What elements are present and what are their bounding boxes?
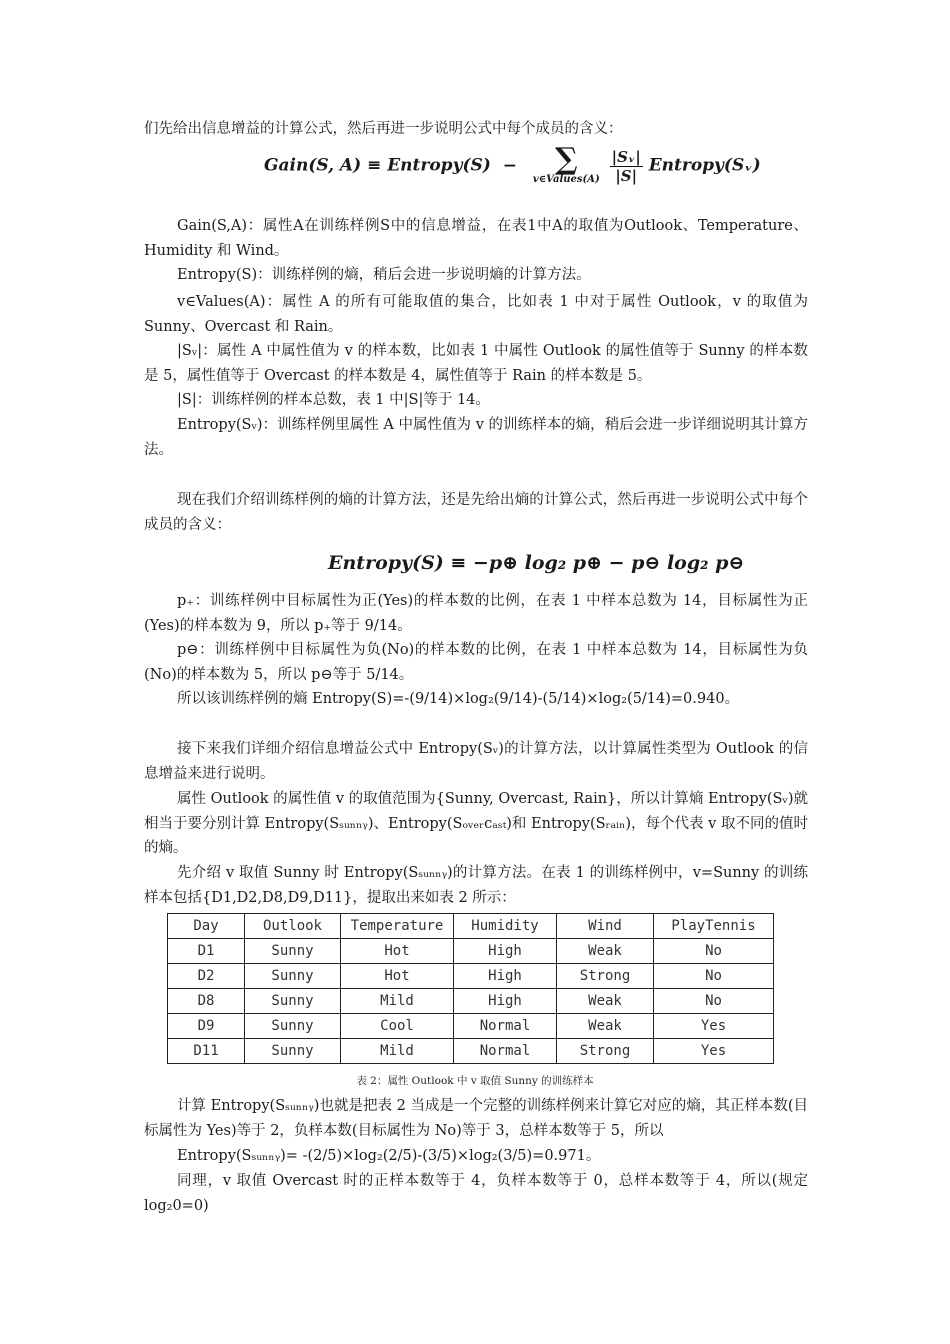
sv-definition: |Sᵥ|：属性 A 中属性值为 v 的样本数，比如表 1 中属性 Outlook 的属性值等于 Sunny 的样本数是 5，属性值等于 Overcast 的样本数是 4，属性值等于 Rain 的样本数是 5。 — [144, 343, 808, 384]
sunny-intro-paragraph: 先介绍 v 取值 Sunny 时 Entropy(Sₛᵤₙₙᵧ)的计算方法。在表 1 的训练样例中，v=Sunny 的训练样本包括{D1,D2,D8,D9,D11}，提取出来如表 2 所示： — [144, 865, 808, 906]
table-header-cell: Outlook — [245, 914, 341, 939]
summation: ∑ v∈Values(A) — [532, 142, 600, 185]
table-header-row — [168, 914, 774, 939]
gain-formula — [264, 142, 761, 186]
p-minus-definition: p⊖：训练样例中目标属性为负(No)的样本数的比例，在表 1 中样本总数为 14，目标属性为负(No)的样本数为 5，所以 p⊖等于 5/14。 — [144, 642, 808, 683]
table-cell: Weak — [557, 1014, 654, 1039]
gain-definition: Gain(S,A)：属性A在训练样例S中的信息增益，在表1中A的取值为Outlook、Temperature、Humidity 和 Wind。 — [144, 218, 808, 259]
gain-formula-minus: − — [502, 155, 517, 176]
table-row — [168, 989, 774, 1014]
sunny-samples-table — [167, 913, 774, 1064]
next-intro-paragraph: 接下来我们详细介绍信息增益公式中 Entropy(Sᵥ)的计算方法，以计算属性类型为 Outlook 的信息增益来进行说明。 — [144, 741, 808, 782]
table-cell: High — [454, 989, 557, 1014]
sunny-result: Entropy(Sₛᵤₙₙᵧ)= -(2/5)×log₂(2/5)-(3/5)×log₂(3/5)=0.971。 — [177, 1148, 601, 1164]
table-cell: No — [654, 964, 774, 989]
table-cell: Sunny — [245, 1014, 341, 1039]
table-cell: Hot — [341, 939, 454, 964]
table-cell: No — [654, 989, 774, 1014]
table-cell: Weak — [557, 939, 654, 964]
table-cell: Cool — [341, 1014, 454, 1039]
s-definition: |S|：训练样例的样本总数，表 1 中|S|等于 14。 — [177, 392, 490, 408]
table-row — [168, 1014, 774, 1039]
table-cell: Sunny — [245, 989, 341, 1014]
sunny-calc-paragraph: 计算 Entropy(Sₛᵤₙₙᵧ)也就是把表 2 当成是一个完整的训练样例来计算它对应的熵，其正样本数(目标属性为 Yes)等于 2，负样本数(目标属性为 No)等于 3，总样本数等于 5，所以 — [144, 1098, 808, 1139]
entropy-definition: Entropy(S)：训练样例的熵，稍后会进一步说明熵的计算方法。 — [177, 267, 591, 283]
table-cell: Strong — [557, 964, 654, 989]
table-header-cell: PlayTennis — [654, 914, 774, 939]
table-cell: D8 — [168, 989, 245, 1014]
table-cell: Weak — [557, 989, 654, 1014]
table-cell: Hot — [341, 964, 454, 989]
overcast-paragraph: 同理，v 取值 Overcast 时的正样本数等于 4，负样本数等于 0，总样本数等于 4，所以(规定 log₂0=0) — [144, 1173, 808, 1214]
table-cell: Normal — [454, 1014, 557, 1039]
table-cell: Sunny — [245, 939, 341, 964]
table-header-cell: Day — [168, 914, 245, 939]
table-cell: Mild — [341, 989, 454, 1014]
gain-formula-rhs: Entropy(Sᵥ) — [648, 155, 761, 176]
entropy-formula: Entropy(S) ≡ −p⊕ log₂ p⊕ − p⊖ log₂ p⊖ — [328, 552, 745, 574]
entropy-sv-definition: Entropy(Sᵥ)：训练样例里属性 A 中属性值为 v 的训练样本的熵，稍后会进一步详细说明其计算方法。 — [144, 417, 808, 458]
p-plus-definition: p₊：训练样例中目标属性为正(Yes)的样本数的比例，在表 1 中样本总数为 14，目标属性为正(Yes)的样本数为 9，所以 p₊等于 9/14。 — [144, 593, 808, 634]
fraction — [610, 148, 643, 185]
entropy-intro-paragraph: 现在我们介绍训练样例的熵的计算方法，还是先给出熵的计算公式，然后再进一步说明公式中每个成员的含义： — [144, 492, 808, 533]
summation-subscript: v∈Values(A) — [532, 174, 600, 185]
table-cell: D9 — [168, 1014, 245, 1039]
table-header-cell: Temperature — [341, 914, 454, 939]
table-cell: High — [454, 964, 557, 989]
table-cell: High — [454, 939, 557, 964]
table-cell: D11 — [168, 1039, 245, 1064]
intro-paragraph: 们先给出信息增益的计算公式，然后再进一步说明公式中每个成员的含义： — [144, 121, 623, 137]
gain-formula-lhs: Gain(S, A) ≡ Entropy(S) — [264, 155, 491, 176]
fraction-denominator: |S| — [615, 166, 638, 185]
table-header-cell: Humidity — [454, 914, 557, 939]
table-header-cell: Wind — [557, 914, 654, 939]
table-cell: Yes — [654, 1014, 774, 1039]
table-cell: Strong — [557, 1039, 654, 1064]
entropy-result: 所以该训练样例的熵 Entropy(S)=-(9/14)×log₂(9/14)-(5/14)×log₂(5/14)=0.940。 — [177, 691, 740, 707]
table-row — [168, 939, 774, 964]
table-row — [168, 964, 774, 989]
fraction-numerator: |Sᵥ| — [611, 147, 641, 166]
table-cell: Sunny — [245, 964, 341, 989]
table-cell: No — [654, 939, 774, 964]
values-definition: v∈Values(A)：属性 A 的所有可能取值的集合，比如表 1 中对于属性 Outlook，v 的取值为 Sunny、Overcast 和 Rain。 — [144, 294, 808, 335]
table-row — [168, 1039, 774, 1064]
table-caption: 表 2：属性 Outlook 中 v 取值 Sunny 的训练样本 — [356, 1075, 594, 1087]
table-cell: D1 — [168, 939, 245, 964]
outlook-range-paragraph: 属性 Outlook 的属性值 v 的取值范围为{Sunny, Overcast, Rain}，所以计算熵 Entropy(Sᵥ)就相当于要分别计算 Entropy(Sₛᵤₙₙᵧ)、Entropy(Sₒᵥₑᵣcₐₛₜ)和 Entropy(Sᵣₐᵢₙ)，每个代表 v 取不同的值时的熵。 — [144, 791, 808, 856]
table-cell: Mild — [341, 1039, 454, 1064]
table-cell: D2 — [168, 964, 245, 989]
table-cell: Normal — [454, 1039, 557, 1064]
table-cell: Sunny — [245, 1039, 341, 1064]
table-cell: Yes — [654, 1039, 774, 1064]
